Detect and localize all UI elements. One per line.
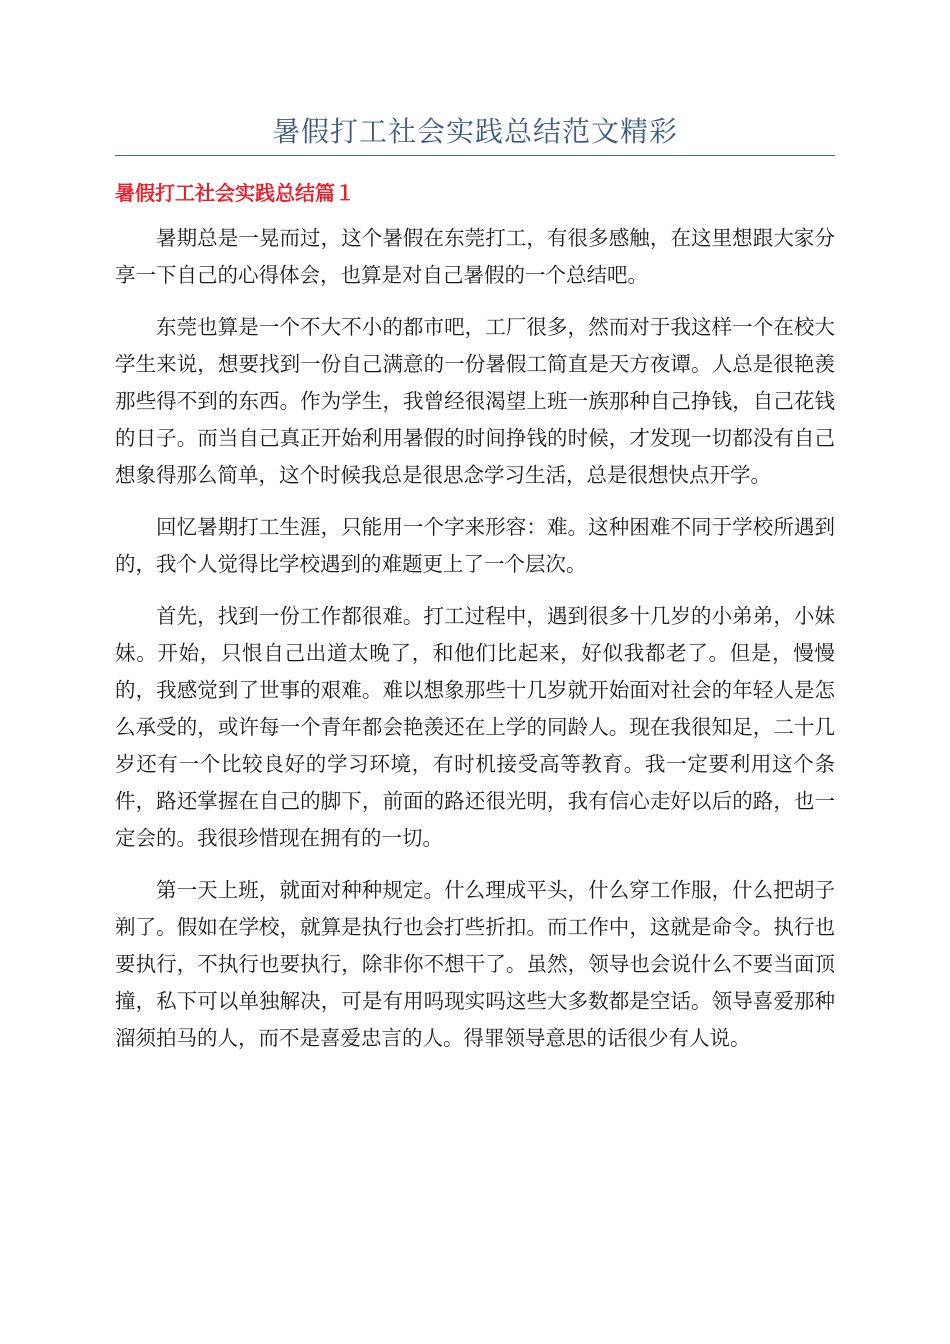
paragraph: 东莞也算是一个不大不小的都市吧，工厂很多，然而对于我这样一个在校大学生来说，想要找到一份自己满意的一份暑假工简直是天方夜谭。人总是很艳羡那些得不到的东西。作为学生，我曾经很渴望上班一族那种自己挣钱，自己花钱的日子。而当自己真正开始利用暑假的时间挣钱的时候，才发现一切都没有自己想象得那么简单，这个时候我总是很思念学习生活，总是很想快点开学。	[115, 315, 835, 487]
document-title: 暑假打工社会实践总结范文精彩	[271, 115, 678, 148]
paragraph: 回忆暑期打工生涯，只能用一个字来形容：难。这种困难不同于学校所遇到的，我个人觉得比学校遇到的难题更上了一个层次。	[115, 515, 835, 576]
paragraph: 第一天上班，就面对种种规定。什么理成平头，什么穿工作服，什么把胡子剃了。假如在学校，就算是执行也会打些折扣。而工作中，这就是命令。执行也要执行，不执行也要执行，除非你不想干了。虽然，领导也会说什么不要当面顶撞，私下可以单独解决，可是有用吗现实吗这些大多数都是空话。领导喜爱那种溜须拍马的人，而不是喜爱忠言的人。得罪领导意思的话很少有人说。	[115, 878, 835, 1050]
title-underline	[115, 155, 835, 156]
document-body	[115, 220, 835, 1072]
paragraph: 首先，找到一份工作都很难。打工过程中，遇到很多十几岁的小弟弟，小妹妹。开始，只恨自己出道太晚了，和他们比起来，好似我都老了。但是，慢慢的，我感觉到了世事的艰难。难以想象那些十几岁就开始面对社会的年轻人是怎么承受的，或许每一个青年都会艳羡还在上学的同龄人。现在我很知足，二十几岁还有一个比较良好的学习环境，有时机接受高等教育。我一定要利用这个条件，路还掌握在自己的脚下，前面的路还很光明，我有信心走好以后的路，也一定会的。我很珍惜现在拥有的一切。	[115, 604, 835, 850]
section-heading: 暑假打工社会实践总结篇１	[115, 181, 355, 205]
paragraph: 暑期总是一晃而过，这个暑假在东莞打工，有很多感触，在这里想跟大家分享一下自己的心得体会，也算是对自己暑假的一个总结吧。	[115, 226, 835, 287]
